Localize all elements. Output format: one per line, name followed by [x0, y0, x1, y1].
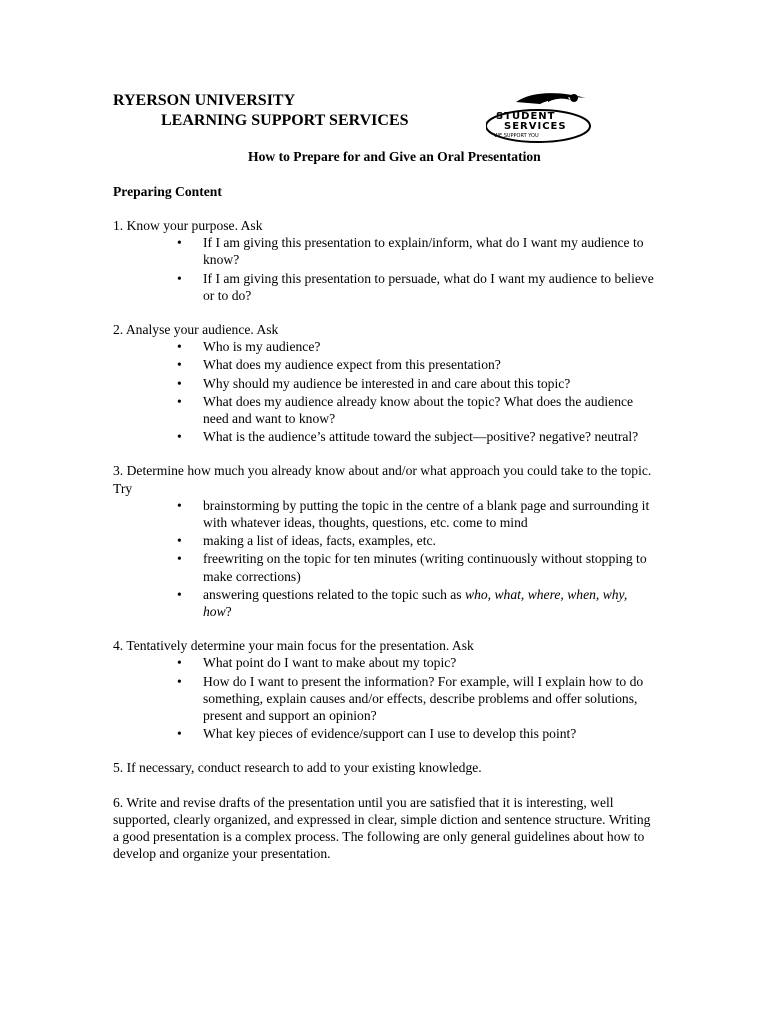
bullet-item: [113, 234, 658, 268]
bullet-item: [113, 375, 658, 392]
bullet-icon: •: [177, 655, 182, 671]
bullet-text: freewriting on the topic for ten minutes (writing continuously without stopping to make corrections): [203, 551, 647, 584]
bullet-icon: •: [177, 375, 182, 391]
bullet-icon: •: [177, 339, 182, 355]
bullet-icon: •: [177, 497, 182, 513]
bullet-icon: •: [177, 673, 182, 689]
bullet-list: [113, 497, 658, 620]
bullet-text: What does my audience expect from this presentation?: [203, 357, 501, 373]
bullet-item: [113, 725, 658, 742]
bullet-list: [113, 234, 658, 304]
bullet-icon: •: [177, 533, 182, 549]
bullet-item: [113, 338, 658, 355]
item-lead: 4. Tentatively determine your main focus for the presentation. Ask: [113, 638, 474, 654]
university-name: RYERSON UNIVERSITY: [113, 92, 296, 109]
bullet-icon: •: [177, 235, 182, 251]
item-lead: 2. Analyse your audience. Ask: [113, 322, 279, 338]
svg-text:SERVICES: SERVICES: [504, 121, 567, 132]
list-item: [113, 321, 658, 445]
bullet-item: [113, 654, 658, 671]
bullet-text: What point do I want to make about my topic?: [203, 655, 457, 671]
bullet-text: [203, 586, 658, 620]
bullet-text-suffix: ?: [225, 604, 232, 620]
department-name: LEARNING SUPPORT SERVICES: [161, 112, 409, 129]
bullet-text: Why should my audience be interested in and care about this topic?: [203, 375, 571, 391]
bullet-item: [113, 356, 658, 373]
bullet-text: If I am giving this presentation to explain/inform, what do I want my audience to know?: [203, 235, 644, 268]
bullet-item: [113, 586, 658, 620]
bullet-item: [113, 393, 658, 427]
bullet-icon: •: [177, 393, 182, 409]
list-item: [113, 217, 658, 304]
bullet-text-emphasis: who, what, where, when, why, how: [203, 586, 628, 620]
bullet-text: What does my audience already know about the topic? What does the audience need and want to know?: [203, 393, 634, 427]
bullet-icon: •: [177, 551, 182, 567]
bullet-icon: •: [177, 357, 182, 373]
bullet-text: How do I want to present the information? For example, will I explain how to do something, explain causes and/or effects, describe problems and offer solutions, present and support an opinion?: [203, 673, 644, 724]
bullet-item: [113, 550, 658, 584]
bullet-list: [113, 654, 658, 742]
bullet-item: [113, 532, 658, 549]
bullet-item: [113, 270, 658, 304]
item-lead: 1. Know your purpose. Ask: [113, 218, 263, 233]
svg-text:STUDENT: STUDENT: [496, 111, 556, 122]
bullet-item: [113, 673, 658, 725]
bullet-icon: •: [177, 726, 182, 742]
bullet-item: [113, 497, 658, 531]
bullet-icon: •: [177, 429, 182, 445]
list-item: [113, 794, 658, 863]
bullet-text: brainstorming by putting the topic in the centre of a blank page and surrounding it with whatever ideas, thoughts, questions, etc. come to mind: [203, 497, 650, 531]
bullet-text: If I am giving this presentation to persuade, what do I want my audience to believe or to do?: [203, 270, 654, 303]
document-title: How to Prepare for and Give an Oral Presentation: [248, 149, 541, 164]
body-text: [113, 217, 658, 880]
bullet-item: [113, 428, 658, 445]
bullet-text: making a list of ideas, facts, examples, etc.: [203, 533, 436, 549]
svg-text:WE SUPPORT YOU: WE SUPPORT YOU: [494, 133, 539, 139]
bullet-text: What is the audience’s attitude toward the subject—positive? negative? neutral?: [203, 429, 639, 445]
list-item: [113, 759, 658, 776]
bullet-icon: •: [177, 586, 182, 602]
list-item: [113, 637, 658, 742]
section-heading: Preparing Content: [113, 184, 222, 199]
bullet-text-prefix: answering questions related to the topic such as: [203, 586, 465, 602]
student-services-logo: [486, 88, 594, 148]
bullet-text: Who is my audience?: [203, 339, 321, 355]
item-lead: 5. If necessary, conduct research to add to your existing knowledge.: [113, 760, 482, 776]
item-lead: 3. Determine how much you already know about and/or what approach you could take to the topic. Try: [113, 463, 652, 496]
bullet-list: [113, 338, 658, 445]
item-lead: 6. Write and revise drafts of the presentation until you are satisfied that it is interesting, well supported, clearly organized, and expressed in clear, simple diction and sentence structure. Writing a good presentation is a complex process. The following are only general guidelines about how to develop and organize your presentation.: [113, 794, 651, 862]
bullet-text: What key pieces of evidence/support can I use to develop this point?: [203, 726, 577, 742]
list-item: [113, 462, 658, 620]
bullet-icon: •: [177, 270, 182, 286]
